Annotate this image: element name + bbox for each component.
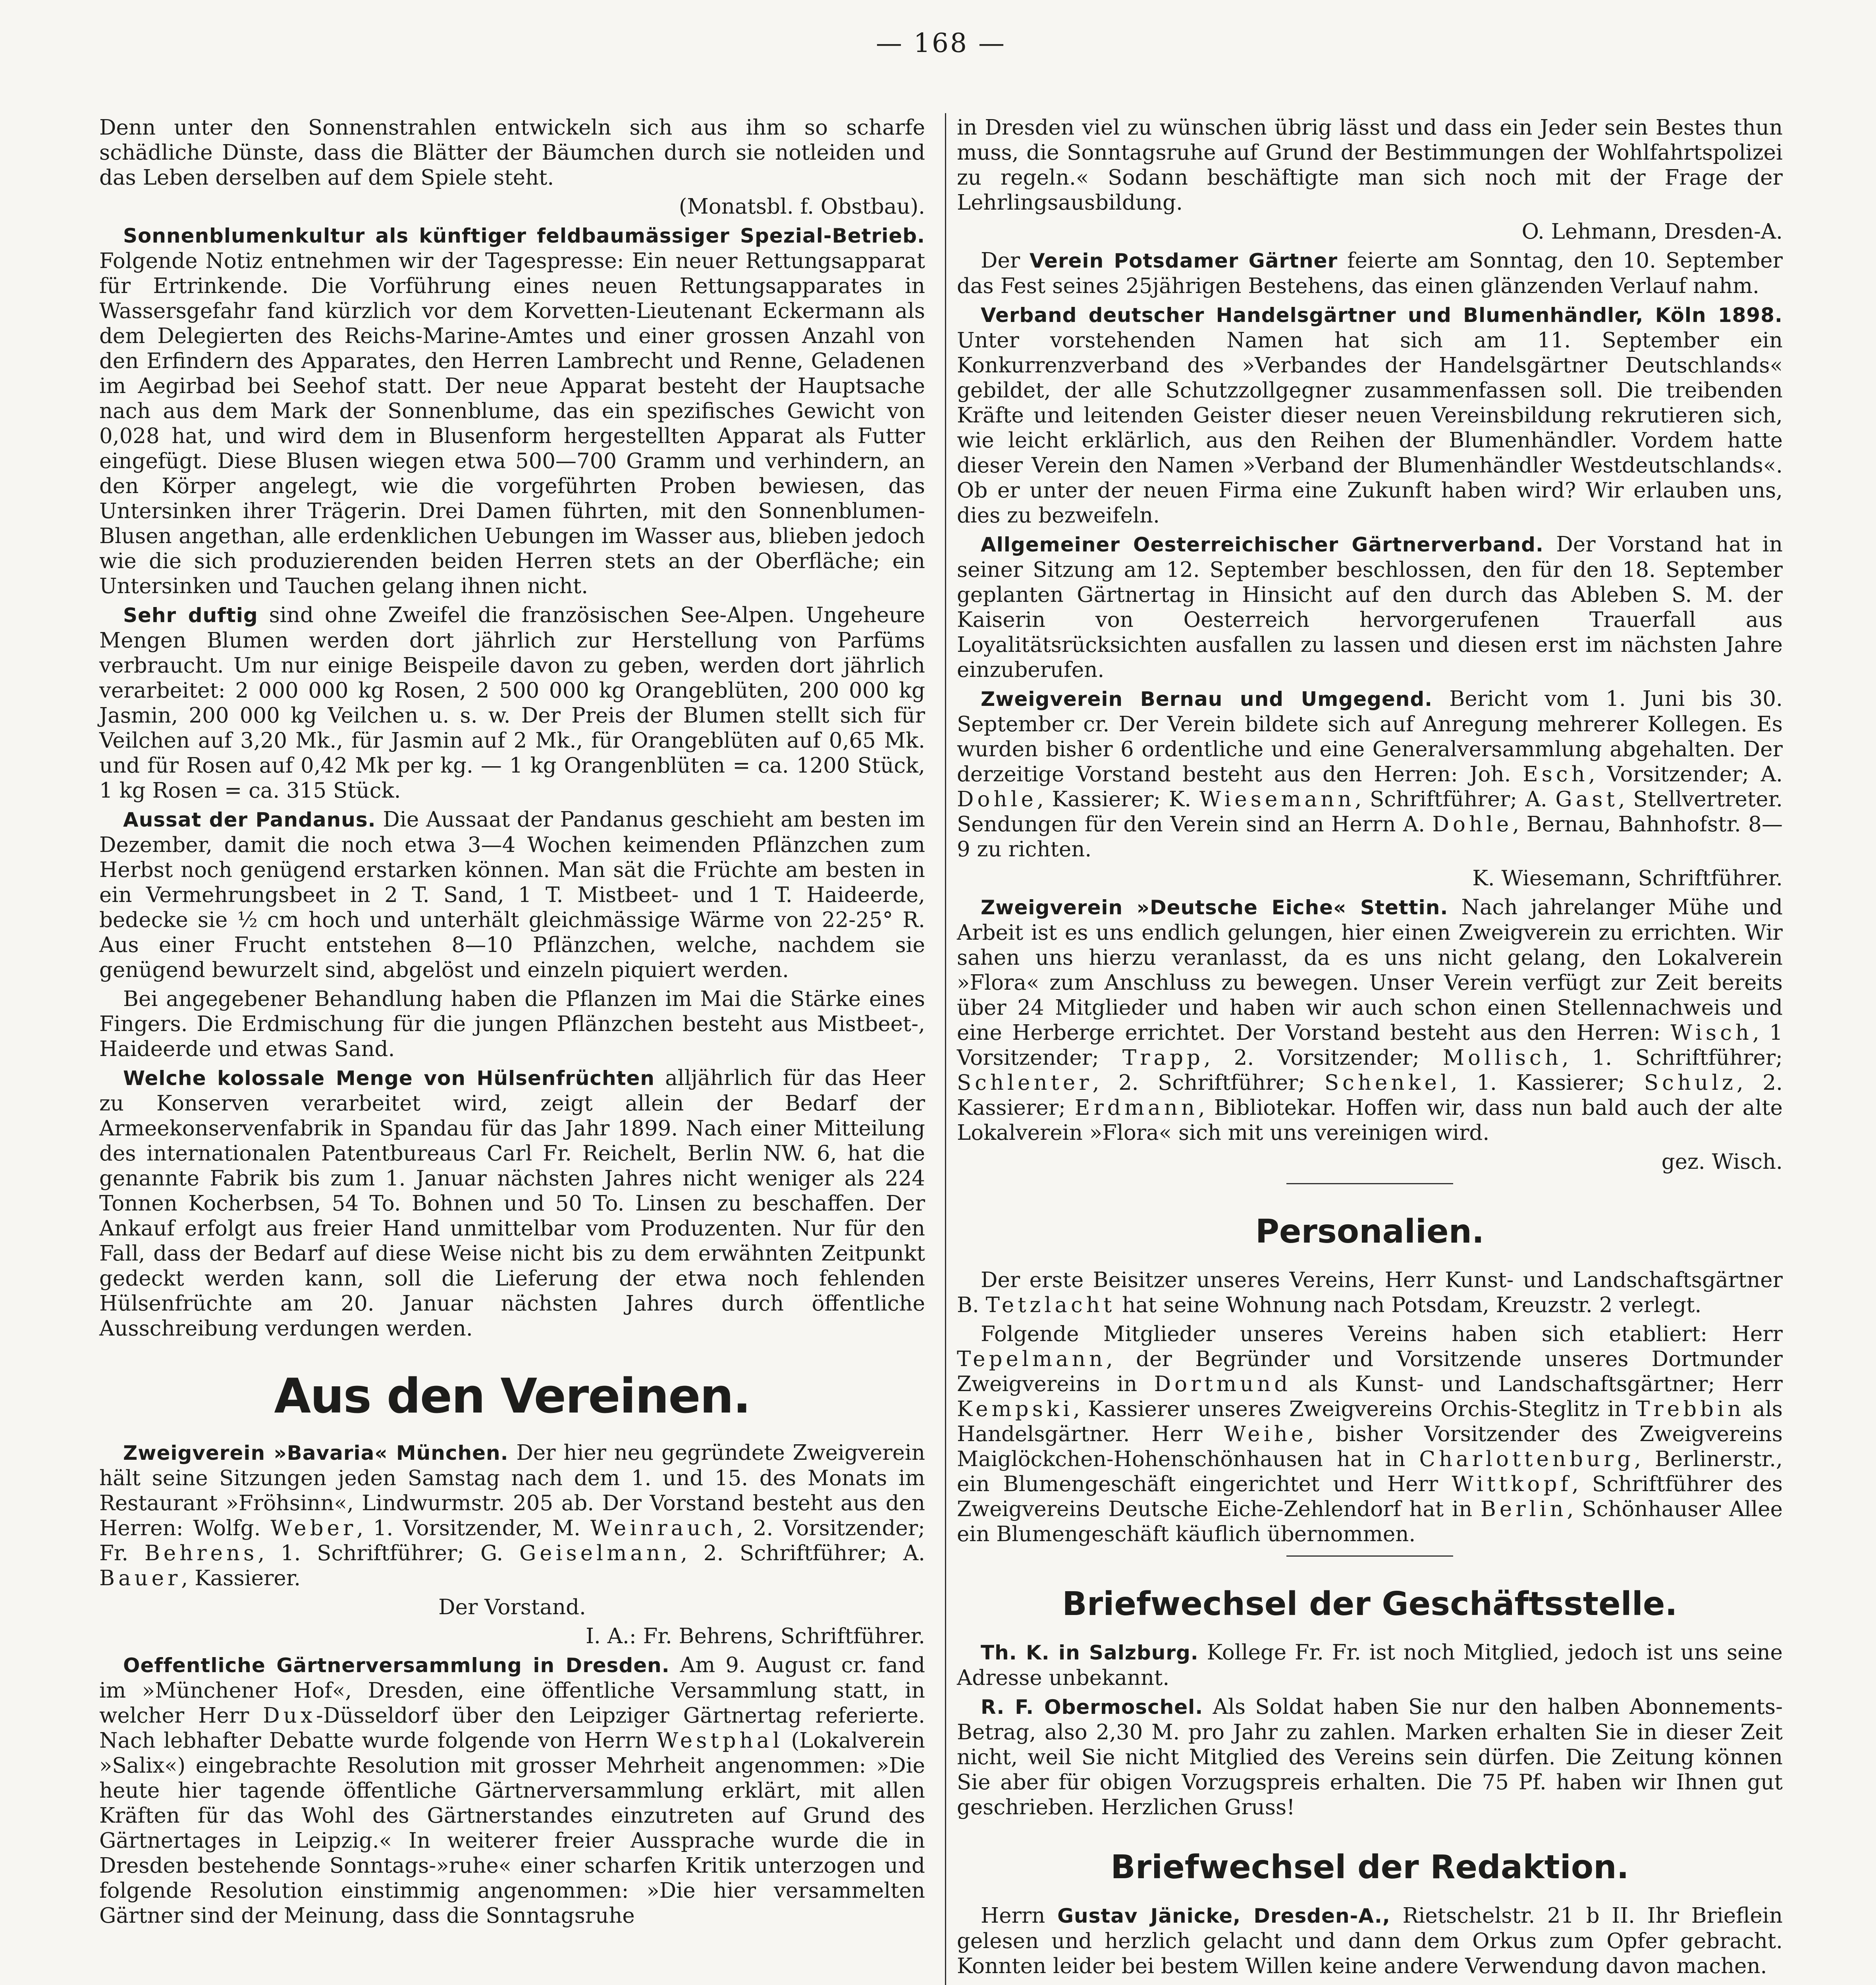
article-text: Rietschelstr. 21 b II. Ihr Brieflein gelesen und herzlich gelacht und dann dem Orkus zum Opfer gebracht. Konnten leider bei bestem Willen keine andere Verwendung davon machen. <box>957 1904 1783 1978</box>
person-name: Erdmann <box>1074 1096 1198 1120</box>
right-column <box>957 115 1783 1985</box>
person-name: Esch <box>1523 762 1589 786</box>
article-text: Die Aussaat der Pandanus geschieht am besten im Dezember, damit die noch etwa 3—4 Wochen keimenden Pflänzchen zum Herbst noch genügend erstarken können. Man sät die Früchte am besten in ein Vermehrungsbeet in 2 T. Sand, 1 T. Mistbeet- und 1 T. Haideerde, bedecke sie ½ cm hoch und unterhält gleichmässige Wärme von 22-25° R. Aus einer Frucht entstehen 8—10 Pflänzchen, welche, nachdem sie genügend bewurzelt sind, abgelöst und einzeln piquiert werden. <box>99 807 925 982</box>
person-name: Weihe <box>1224 1422 1307 1446</box>
person-name: Westphal <box>656 1729 783 1753</box>
section-heading-personalien: Personalien. <box>1255 1213 1485 1251</box>
article-pandanus <box>99 807 925 983</box>
person-name: Trapp <box>1122 1046 1204 1070</box>
article-text: feierte am Sonntag, den 10. September das Fest seines 25jährigen Bestehens, das einen glänzenden Verlauf nahm. <box>957 249 1783 298</box>
section-heading-redaktion: Briefwechsel der Redaktion. <box>1111 1848 1629 1886</box>
article-text: Folgende Mitglieder unseres Vereins haben sich etabliert: Herr <box>981 1322 1783 1346</box>
article-text: Bericht vom 1. Juni bis 30. September cr. Der Verein bildete sich auf Anregung mehrerer Kollegen. Es wurden bisher 6 ordentliche und eine Generalversammlung abgehalten. Der derzeitige Vorstand besteht aus den Herren: Joh. <box>957 687 1783 786</box>
article-text: , Bernau, Bahnhofstr. 8—9 zu richten. <box>957 812 1783 861</box>
article-text: , 2. Schriftführer; <box>1092 1071 1305 1095</box>
article-text: , der Begründer und Vorsitzende unseres Dortmunder Zweigvereins in <box>957 1347 1783 1396</box>
person-name: Behrens <box>144 1541 258 1565</box>
article-lead: Zweigverein »Bavaria« München. <box>123 1442 509 1465</box>
article-lead: Verein Potsdamer Gärtner <box>1029 249 1338 272</box>
article-lead: Zweigverein Bernau und Umgegend. <box>981 688 1433 711</box>
article-text: als Kunst- und Landschaftsgärtner; Herr <box>1308 1372 1783 1396</box>
left-column <box>99 115 925 1932</box>
letter-reply <box>957 1640 1783 1690</box>
person-name: Tepelmann <box>957 1347 1106 1371</box>
article-text: Als Soldat haben Sie nur den halben Abonnements-Betrag, also 2,30 M. pro Jahr zu zahlen. Marken erhalten Sie in dieser Zeit nicht, weil Sie nicht Mitglied des Vereins sein dürfen. Die Zeitung können Sie aber für obigen Vorzugspreis erhalten. Die 75 Pf. haben wir Ihnen gut geschrieben. Herzlichen Gruss! <box>957 1695 1783 1819</box>
place-name: Trebbin <box>1636 1397 1745 1421</box>
signature: K. Wiesemann, Schriftführer. <box>1472 866 1783 890</box>
article-paragraph: Bei angegebener Behandlung haben die Pflanzen im Mai die Stärke eines Fingers. Die Erdmischung für die jungen Pflänzchen besteht aus Mistbeet-, Haideerde und etwas Sand. <box>99 987 925 1061</box>
article-lead: Oeffentliche Gärtnerversammlung in Dresden. <box>123 1654 670 1677</box>
article-text: , 1. Kassierer; <box>1450 1071 1625 1095</box>
article-text: , 2. Schriftführer; A. <box>681 1541 925 1565</box>
article-text: Unter vorstehenden Namen hat sich am 11. September ein Konkurrenzverband des »Verbandes der Handelsgärtner Deutschlands« gebildet, der alle Schutzzollgegner zusammenfassen soll. Die treibenden Kräfte und leitenden Geister dieser neuen Vereinsbildung rekrutieren sich, wie leicht erklärlich, aus den Reihen der Blumenhändler. Vordem hatte dieser Verein den Namen »Verband der Blumenhändler Westdeutschlands«. Ob er unter der neuen Firma eine Zukunft haben wird? Wir erlauben uns, dies zu bezweifeln. <box>957 328 1783 528</box>
article-huelsenfruechte <box>99 1066 925 1341</box>
place-name: Dortmund <box>1154 1372 1292 1396</box>
section-divider <box>1286 1555 1453 1557</box>
article-text: Der erste Beisitzer unseres Vereins, Herr Kunst- und Landschaftsgärtner B. <box>957 1268 1783 1317</box>
article-text: , Vorsitzender; A. <box>1588 762 1783 786</box>
article-lead: Gustav Jänicke, Dresden-A., <box>1057 1904 1390 1927</box>
section-heading-geschaeftsstelle: Briefwechsel der Geschäftsstelle. <box>1062 1585 1677 1623</box>
article-oesterreich <box>957 532 1783 682</box>
article-text: Der hier neu gegründete Zweigverein hält seine Sitzungen jeden Samstag nach dem 1. und 15. des Monats im Restaurant »Fröhsinn«, Lindwurmstr. 205 ab. Der Vorstand besteht aus den Herren: Wolfg. <box>99 1441 925 1540</box>
article-text: , Kassierer; K. <box>1037 787 1192 811</box>
article-text: , Stellvertreter. Sendungen für den Verein sind an Herrn A. <box>957 787 1783 836</box>
person-name: Tetzlacht <box>985 1293 1116 1317</box>
person-name: Schulz <box>1644 1071 1737 1095</box>
article-text: , bisher Vorsitzender des Zweigvereins Maiglöckchen-Hohenschönhausen hat in <box>957 1422 1783 1471</box>
article-text: als Handelsgärtner. Herr <box>957 1397 1783 1446</box>
personal-note <box>957 1322 1783 1547</box>
article-paragraph: in Dresden viel zu wünschen übrig lässt und dass ein Jeder sein Bestes thun muss, die Sonntagsruhe auf Grund der Bestimmungen der Wohlfahrtspolizei zu regeln.« Sodann beschäftigte man sich noch mit der Frage der Lehrlingsausbildung. <box>957 116 1783 215</box>
article-text: , 2. Vorsitzender; <box>1203 1046 1419 1070</box>
article-text: , Berlinerstr., ein Blumengeschäft eingerichtet und Herr <box>957 1447 1783 1496</box>
person-name: Gast <box>1555 787 1618 811</box>
article-lead: Welche kolossale Menge von Hülsenfrüchten <box>123 1067 655 1090</box>
article-lead: Allgemeiner Oesterreichischer Gärtnerverband. <box>981 533 1544 556</box>
article-lead: Sonnenblumenkultur als künftiger feldbaumässiger Spezial-Betrieb. <box>123 224 925 247</box>
column-divider <box>945 113 946 1985</box>
article-text: , Bibliotekar. Hoffen wir, dass nun bald auch der alte Lokalverein »Flora« sich mit uns vereinigen wird. <box>957 1096 1783 1145</box>
article-text: Der Vorstand hat in seiner Sitzung am 12. September beschlossen, den für den 18. September geplanten Gärtnertag in Hinsicht auf den durch das Ableben S. M. der Kaiserin von Oesterreich hervorgerufenen Trauerfall aus Loyalitätsrücksichten ausfallen zu lassen und diesen erst im nächsten Jahre einzuberufen. <box>957 532 1783 682</box>
article-text: Kollege Fr. Fr. ist noch Mitglied, jedoch ist uns seine Adresse unbekannt. <box>957 1640 1783 1690</box>
article-text: , 2. Vorsitzender; Fr. <box>99 1516 925 1565</box>
article-text: , Kassierer. <box>181 1566 301 1590</box>
person-name: Weber <box>270 1516 357 1540</box>
article-stettin <box>957 895 1783 1145</box>
article-potsdam <box>957 248 1783 299</box>
article-text: , 1. Schriftführer; G. <box>258 1541 503 1565</box>
article-text: sind ohne Zweifel die französischen See-Alpen. Ungeheure Mengen Blumen werden dort jährlich zur Herstellung von Parfüms verbraucht. Um nur einige Beispeile davon zu geben, werden dort jährlich verarbeitet: 2 000 000 kg Rosen, 2 500 000 kg Orangeblüten, 200 000 kg Jasmin, 200 000 kg Veilchen u. s. w. Der Preis der Blumen stellt sich für Veilchen auf 3,20 Mk., für Jasmin auf 2 Mk., für Orangeblüten auf 0,65 Mk. und für Rosen auf 0,42 Mk per kg. — 1 kg Orangenblüten = ca. 1200 Stück, 1 kg Rosen = ca. 315 Stück. <box>99 603 925 803</box>
article-text: alljährlich für das Heer zu Konserven verarbeitet wird, zeigt allein der Bedarf der Armeekonservenfabrik in Spandau für das Jahr 1899. Nach einer Mitteilung des internationalen Patentbureaus Carl Fr. Reichelt, Berlin NW. 6, hat die genannte Fabrik bis zum 1. Januar nächsten Jahres nicht weniger als 224 Tonnen Kocherbsen, 54 To. Bohnen und 50 To. Linsen zu beschaffen. Der Ankauf erfolgt aus freier Hand unmittelbar vom Produzenten. Nur für den Fall, dass der Bedarf auf diese Weise nicht bis zu dem erwähnten Zeitpunkt gedeckt werden kann, soll die Lieferung der etwa noch fehlenden Hülsenfrüchte am 20. Januar nächsten Jahres durch öffentliche Ausschreibung verdungen werden. <box>99 1066 925 1341</box>
article-sonnenblumen <box>99 223 925 599</box>
person-name: Wisch <box>1670 1021 1753 1045</box>
article-lead: Th. K. in Salzburg. <box>981 1641 1199 1664</box>
article-text: , Schönhauser Allee ein Blumengeschäft käuflich übernommen. <box>957 1497 1783 1546</box>
article-parfuem <box>99 603 925 803</box>
source-citation: (Monatsbl. f. Obstbau). <box>679 195 925 219</box>
article-verband-koeln <box>957 303 1783 528</box>
person-name: Dohle <box>957 787 1037 811</box>
article-text: , 1 Vorsitzender; <box>957 1021 1783 1070</box>
article-dresden <box>99 1653 925 1928</box>
person-name: Dohle <box>1432 812 1513 836</box>
person-name: Bauer <box>99 1566 181 1590</box>
article-text: , Schriftführer; A. <box>1355 787 1547 811</box>
page-number: — 168 — <box>876 28 1006 58</box>
article-text: Der <box>981 249 1020 273</box>
signature: Der Vorstand. <box>438 1595 586 1619</box>
letter-reply <box>957 1694 1783 1820</box>
article-text: Am 9. August cr. fand im »Münchener Hof«, Dresden, eine öffentliche Versammlung statt, in welcher Herr <box>99 1653 925 1728</box>
section-heading-vereine: Aus den Vereinen. <box>274 1369 750 1424</box>
article-paragraph: Denn unter den Sonnenstrahlen entwickeln sich aus ihm so scharfe schädliche Dünste, dass die Blätter der Bäumchen durch sie notleiden und das Leben derselben auf dem Spiele steht. <box>99 116 925 190</box>
person-name: Schlenter <box>957 1071 1093 1095</box>
place-name: Charlottenburg <box>1419 1447 1635 1471</box>
article-text: -Düsseldorf über den Leipziger Gärtnertag referierte. Nach lebhafter Debatte wurde folgende von Herrn <box>99 1704 925 1753</box>
article-lead: Sehr duftig <box>123 604 258 627</box>
place-name: Berlin <box>1480 1497 1567 1521</box>
article-lead: Verband deutscher Handelsgärtner und Blumenhändler, Köln 1898. <box>981 304 1783 327</box>
person-name: Schenkel <box>1324 1071 1451 1095</box>
article-text: , Kassierer unseres Zweigvereins Orchis-Steglitz in <box>1073 1397 1628 1421</box>
article-bavaria <box>99 1440 925 1591</box>
signature: O. Lehmann, Dresden-A. <box>1521 220 1783 244</box>
person-name: Kempski <box>957 1397 1073 1421</box>
article-text: , 1. Vorsitzender, M. <box>357 1516 581 1540</box>
article-lead: R. F. Obermoschel. <box>981 1696 1203 1719</box>
signature: I. A.: Fr. Behrens, Schriftführer. <box>586 1624 925 1648</box>
person-name: Wiesemann <box>1199 787 1355 811</box>
section-divider <box>1286 1183 1453 1184</box>
article-text: , 1. Schriftführer; <box>1562 1046 1783 1070</box>
article-text: Folgende Notiz entnehmen wir der Tagespresse: Ein neuer Rettungsapparat für Ertrinkende. Die Vorführung eines neuen Rettungsapparates in Wassersgefahr fand kürzlich vor dem Korvetten-Lieutenant Eckermann als dem Delegierten des Reichs-Marine-Amtes und einer grossen Anzahl von den Erfindern des Apparates, den Herren Lambrecht und Renne, Geladenen im Aegirbad bei Seehof statt. Der neue Apparat besteht der Hauptsache nach aus dem Mark der Sonnenblume, das ein spezifisches Gewicht von 0,028 hat, und wird dem in Blusenform hergestellten Apparat als Futter eingefügt. Diese Blusen wiegen etwa 500—700 Gramm und verhindern, an den Körper angelegt, wie die vorgeführten Proben bewiesen, das Untersinken ihrer Trägerin. Drei Damen führten, mit den Sonnenblumen-Blusen angethan, alle erdenklichen Uebungen im Wasser aus, blieben jedoch wie die sich produzierenden beiden Herren stets an der Oberfläche; ein Untersinken und Tauchen gelang ihnen nicht. <box>99 249 925 598</box>
person-name: Weinrauch <box>590 1516 737 1540</box>
article-lead: Zweigverein »Deutsche Eiche« Stettin. <box>981 896 1448 919</box>
article-text: Nach jahrelanger Mühe und Arbeit ist es uns endlich gelungen, hier einen Zweigverein zu errichten. Wir sahen uns hierzu veranlasst, da es uns nicht gelang, den Lokalverein »Flora« zum Anschluss zu bewegen. Unser Verein verfügt zur Zeit bereits über 24 Mitglieder und haben wir auch schon einen Stellennachweis und eine Herberge errichtet. Der Vorstand besteht aus den Herren: <box>957 895 1783 1045</box>
article-text: Herrn <box>981 1904 1045 1928</box>
person-name: Dux <box>263 1704 316 1728</box>
article-text: hat seine Wohnung nach Potsdam, Kreuzstr. 2 verlegt. <box>1122 1293 1702 1317</box>
article-text: (Lokalverein »Salix«) eingebrachte Resolution mit grosser Mehrheit angenommen: »Die heute hier tagende öffentliche Gärtnerversammlung erklärt, mit allen Kräften für das Wohl des Gärtnerstandes einzutreten auf Grund des Gärtnertages in Leipzig.« In weiterer freier Aussprache wurde die in Dresden bestehende Sonntags-»ruhe« einer scharfen Kritik unterzogen und folgende Resolution einstimmig angenommen: »Die hier versammelten Gärtner sind der Meinung, dass die Sonntagsruhe <box>99 1729 925 1928</box>
person-name: Mollisch <box>1442 1046 1562 1070</box>
signature: gez. Wisch. <box>1661 1150 1783 1174</box>
article-text: , Schriftführer des Zweigvereins Deutsche Eiche-Zehlendorf hat in <box>957 1472 1783 1521</box>
personal-note <box>957 1268 1783 1318</box>
article-bernau <box>957 686 1783 862</box>
article-text: , 2. Kassierer; <box>957 1071 1783 1120</box>
letter-reply <box>957 1903 1783 1979</box>
person-name: Geiselmann <box>519 1541 681 1565</box>
person-name: Wittkopf <box>1452 1472 1572 1496</box>
article-lead: Aussat der Pandanus. <box>123 808 376 831</box>
